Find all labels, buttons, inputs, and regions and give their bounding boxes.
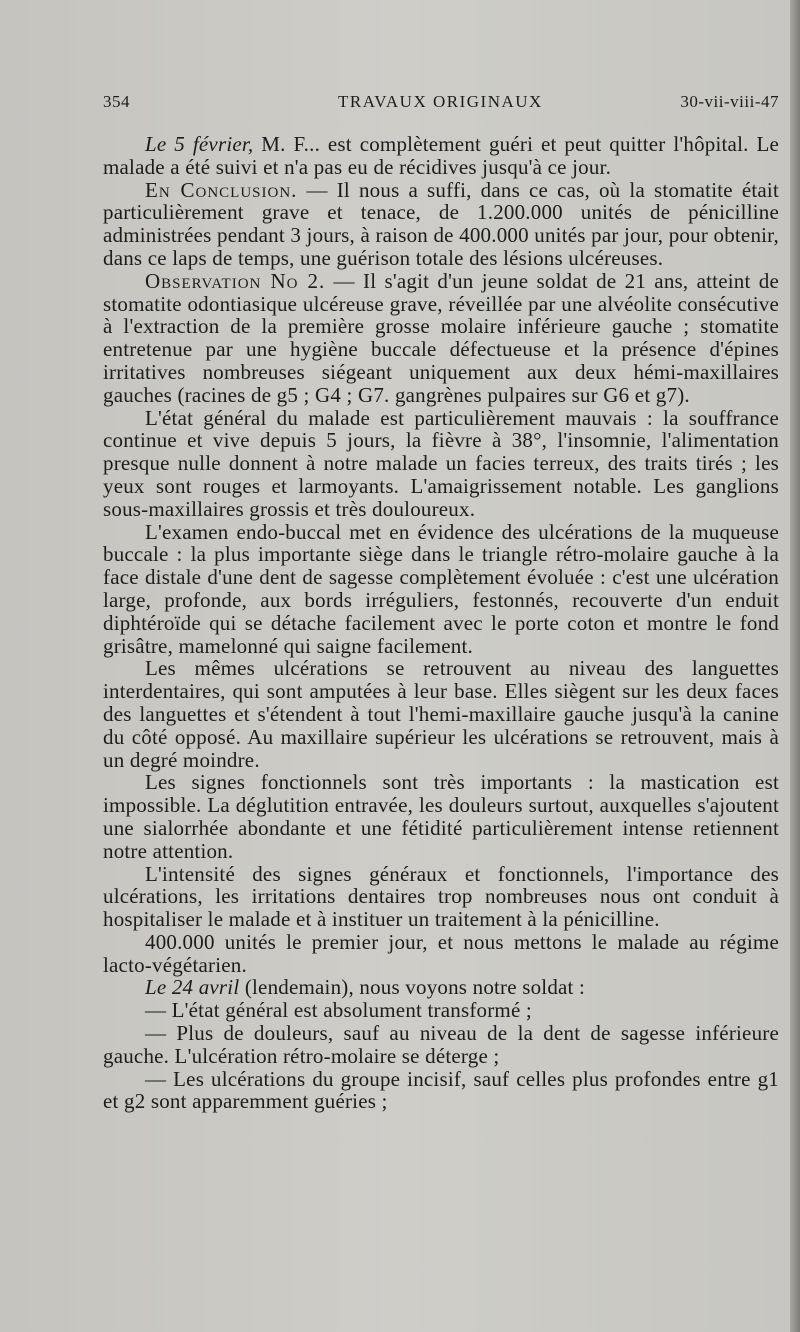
paragraph bbox=[103, 407, 779, 521]
paragraph-text: Les mêmes ulcérations se retrouvent au niveau des languettes interdentaires, qui sont amputées à leur base. Elles siègent sur les deux faces des languettes et s'étendent à tout l'hemi-maxillaire gauche jusqu'à la canine du côté opposé. Au maxillaire supérieur les ulcérations se retrouvent, mais à un degré moindre. bbox=[103, 656, 779, 772]
volume-reference: 30-vii-viii-47 bbox=[680, 92, 779, 111]
journal-title: TRAVAUX ORIGINAUX bbox=[338, 92, 543, 111]
list-item bbox=[103, 999, 779, 1022]
paragraph bbox=[103, 521, 779, 658]
body-text bbox=[103, 133, 779, 1113]
paragraph-lead: Le 24 avril bbox=[145, 975, 240, 1000]
paragraph-text: L'intensité des signes généraux et fonctionnels, l'importance des ulcérations, les irritations dentaires trop nombreuses nous ont conduit à hospitaliser le malade et à instituer un traitement à la pénicilline. bbox=[103, 861, 779, 932]
running-header bbox=[103, 92, 779, 114]
paragraph-lead: Observation No 2. bbox=[145, 268, 326, 293]
paragraph-text: (lendemain), nous voyons notre soldat : bbox=[239, 975, 586, 1000]
paragraph-text: M. F... est complètement guéri et peut quitter l'hôpital. Le malade a été suivi et n'a pas eu de récidives jusqu'à ce jour. bbox=[103, 132, 779, 179]
paragraph-lead: En Conclusion. bbox=[145, 177, 298, 202]
paragraph bbox=[103, 976, 779, 999]
paragraph bbox=[103, 931, 779, 977]
paragraph bbox=[103, 179, 779, 270]
paragraph-lead: Le 5 février, bbox=[145, 132, 254, 156]
paragraph bbox=[103, 771, 779, 862]
paragraph bbox=[103, 657, 779, 771]
paragraph-text: Les signes fonctionnels sont très importants : la mastication est impossible. La déglutition entravée, les douleurs surtout, auxquelles s'ajoutent une sialorrhée abondante et une fétidité particulièrement intense retiennent notre attention. bbox=[103, 770, 779, 863]
paragraph-text: — Il nous a suffi, dans ce cas, où la stomatite était particulièrement grave et tenace, de 1.200.000 unités de pénicilline administrées pendant 3 jours, à raison de 400.000 unités par jour, pour obtenir, dans ce laps de temps, une guérison totale des lésions ulcéreuses. bbox=[103, 177, 779, 270]
paragraph-text: 400.000 unités le premier jour, et nous mettons le malade au régime lacto-végétarien. bbox=[103, 929, 779, 977]
page-edge-shadow bbox=[790, 0, 800, 1332]
paragraph bbox=[103, 133, 779, 179]
paragraph-text: L'examen endo-buccal met en évidence des ulcérations de la muqueuse buccale : la plus importante siège dans le triangle rétro-molaire gauche à la face distale d'une dent de sagesse complètement évoluée : c'est une ulcération large, profonde, aux bords irréguliers, festonnés, recouverte d'un enduit diphtéroïde qui se détache facilement avec le porte coton et montre le fond grisâtre, mamelonné qui saigne facilement. bbox=[103, 519, 779, 658]
paragraph-text: — Plus de douleurs, sauf au niveau de la dent de sagesse inférieure gauche. L'ulcération rétro-molaire se déterge ; bbox=[103, 1021, 779, 1068]
paragraph-text: — Les ulcérations du groupe incisif, sauf celles plus profondes entre g1 et g2 sont apparemment guéries ; bbox=[103, 1066, 779, 1114]
paragraph-text: — L'état général est absolument transformé ; bbox=[145, 998, 532, 1023]
paragraph bbox=[103, 863, 779, 931]
paragraph bbox=[103, 270, 779, 407]
list-item bbox=[103, 1068, 779, 1114]
paragraph-text: L'état général du malade est particulièrement mauvais : la souffrance continue et vive depuis 5 jours, la fièvre à 38°, l'insomnie, l'alimentation presque nulle donnent à notre malade un facies terreux, des traits tirés ; les yeux sont rouges et larmoyants. L'amaigrissement notable. Les ganglions sous-maxillaires grossis et très douloureux. bbox=[103, 405, 779, 521]
list-item bbox=[103, 1022, 779, 1068]
page-number: 354 bbox=[103, 92, 130, 111]
paragraph-text: — Il s'agit d'un jeune soldat de 21 ans, atteint de stomatite odontiasique ulcéreuse grave, réveillée par une alvéolite consécutive à l'extraction de la première grosse molaire inférieure gauche ; stomatite entretenue par une hygiène buccale défectueuse et la présence d'épines irritatives nombreuses siégeant uniquement aux deux hémi-maxillaires gauches (racines de g5 ; G4 ; G7. gangrènes pulpaires sur G6 et g7). bbox=[103, 268, 779, 407]
